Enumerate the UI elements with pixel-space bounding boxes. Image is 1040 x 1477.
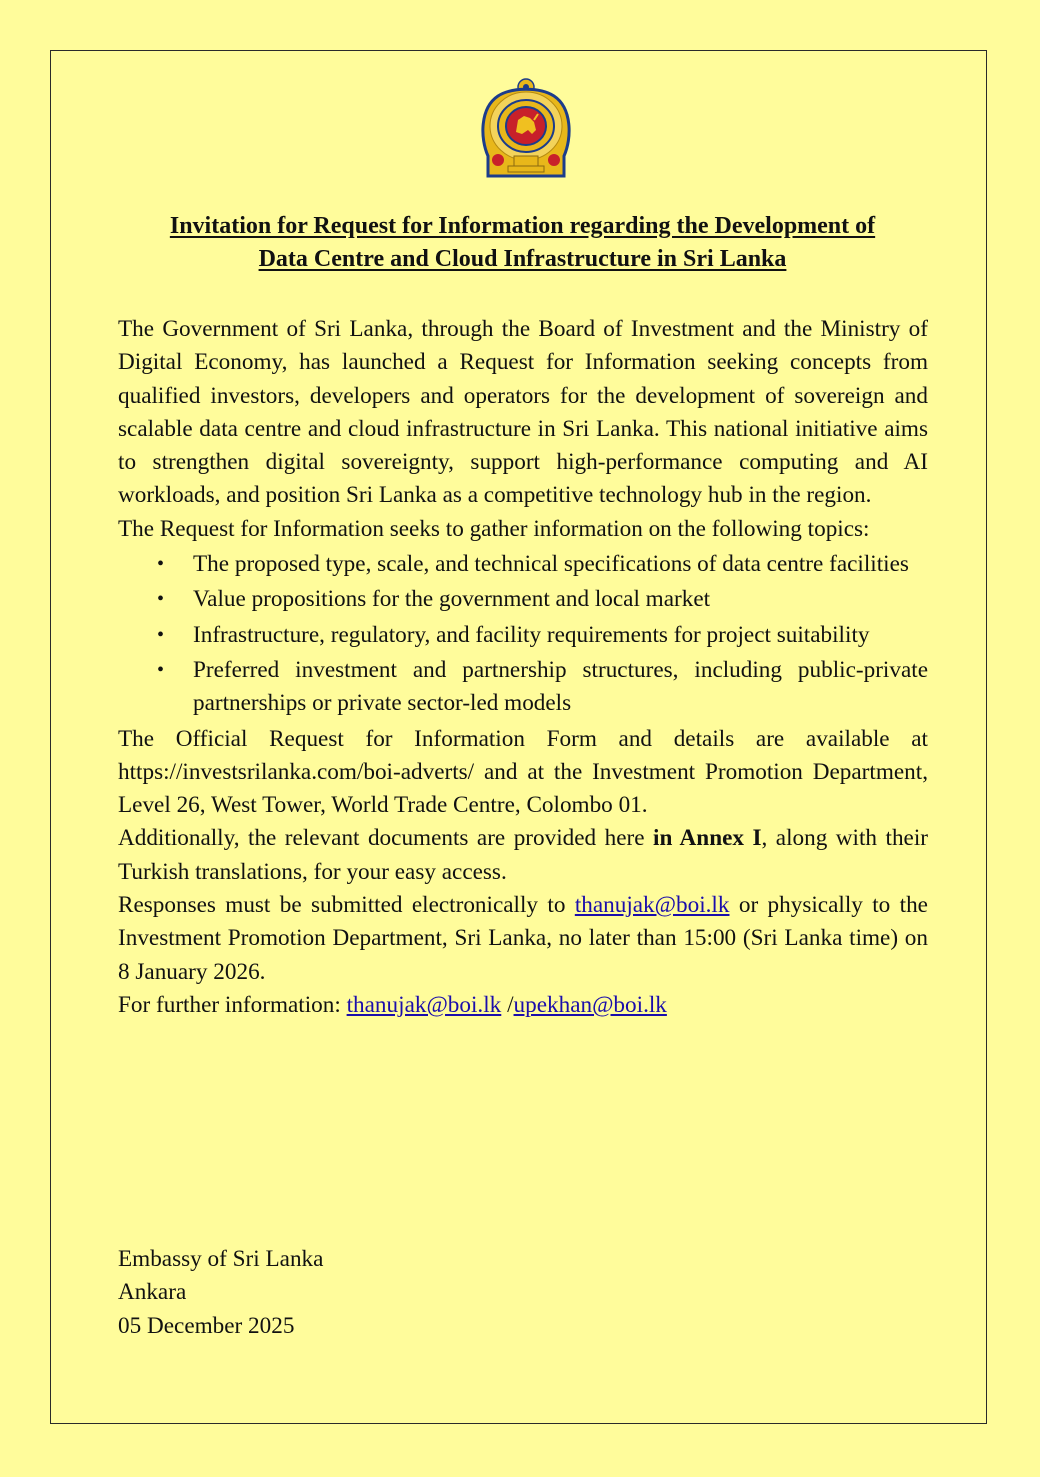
email-link-thanujak[interactable]: thanujak@boi.lk bbox=[574, 892, 730, 919]
topics-intro-paragraph: The Request for Information seeks to gather information on the following topics: bbox=[118, 515, 870, 542]
topic-text: The proposed type, scale, and technical specifications of data centre facilities bbox=[193, 551, 909, 578]
contact-paragraph bbox=[118, 989, 928, 1022]
bullet-icon: • bbox=[157, 658, 165, 681]
annex-text-after: , along with their Turkish translations, for your easy access. bbox=[118, 825, 928, 885]
bullet-icon: • bbox=[157, 553, 165, 576]
bullet-icon: • bbox=[157, 588, 165, 611]
submission-paragraph bbox=[118, 889, 928, 989]
list-item bbox=[157, 583, 928, 616]
title-line-2: Data Centre and Cloud Infrastructure in Sri Lanka bbox=[258, 246, 787, 272]
email-link-thanujak-2[interactable]: thanujak@boi.lk bbox=[346, 991, 502, 1018]
email-separator: / bbox=[501, 991, 514, 1018]
list-item bbox=[157, 548, 928, 581]
signature-city: Ankara bbox=[118, 1279, 187, 1306]
email-link-upekhan[interactable]: upekhan@boi.lk bbox=[513, 991, 667, 1018]
annex-text-before: Additionally, the relevant documents are provided here bbox=[118, 825, 654, 852]
list-item bbox=[157, 654, 928, 721]
topic-text: Value propositions for the government and local market bbox=[193, 586, 711, 613]
list-item bbox=[157, 619, 928, 652]
topics-list bbox=[118, 548, 928, 720]
title-line-1: Invitation for Request for Information regarding the Development of bbox=[169, 213, 876, 239]
annex-paragraph bbox=[118, 822, 928, 889]
topic-text: Preferred investment and partnership structures, including public-private partnerships or private sector-led models bbox=[193, 656, 928, 717]
contact-label: For further information: bbox=[118, 991, 347, 1018]
document-title bbox=[100, 210, 945, 276]
submission-text-after: or physically to the Investment Promotion Department, Sri Lanka, no later than 15:00 (Sri Lanka time) on 8 January 2026. bbox=[118, 892, 928, 985]
signature-date: 05 December 2025 bbox=[118, 1312, 295, 1339]
signature-organization: Embassy of Sri Lanka bbox=[118, 1246, 324, 1272]
document-body bbox=[118, 313, 928, 1022]
form-availability-paragraph: The Official Request for Information Form and details are available at https://investsrilanka.com/boi-adverts/ and at the Investment Promotion Department, Level 26, West Tower, World Trade Centre, Colombo 01. bbox=[118, 725, 928, 819]
emblem-icon bbox=[478, 78, 574, 182]
topic-text: Infrastructure, regulatory, and facility requirements for project suitability bbox=[193, 621, 870, 648]
annex-reference: in Annex I bbox=[653, 825, 762, 852]
submission-text-before: Responses must be submitted electronically to bbox=[118, 892, 575, 919]
intro-paragraph: The Government of Sri Lanka, through the Board of Investment and the Ministry of Digital Economy, has launched a Request for Information seeking concepts from qualified investors, developers and operators for the development of sovereign and scalable data centre and cloud infrastructure in Sri Lanka. This national initiative aims to strengthen digital sovereignty, support high-performance computing and AI workloads, and position Sri Lanka as a competitive technology hub in the region. bbox=[118, 316, 928, 509]
signature-block bbox=[118, 1243, 323, 1343]
sri-lanka-emblem bbox=[478, 78, 574, 182]
bullet-icon: • bbox=[157, 623, 165, 646]
